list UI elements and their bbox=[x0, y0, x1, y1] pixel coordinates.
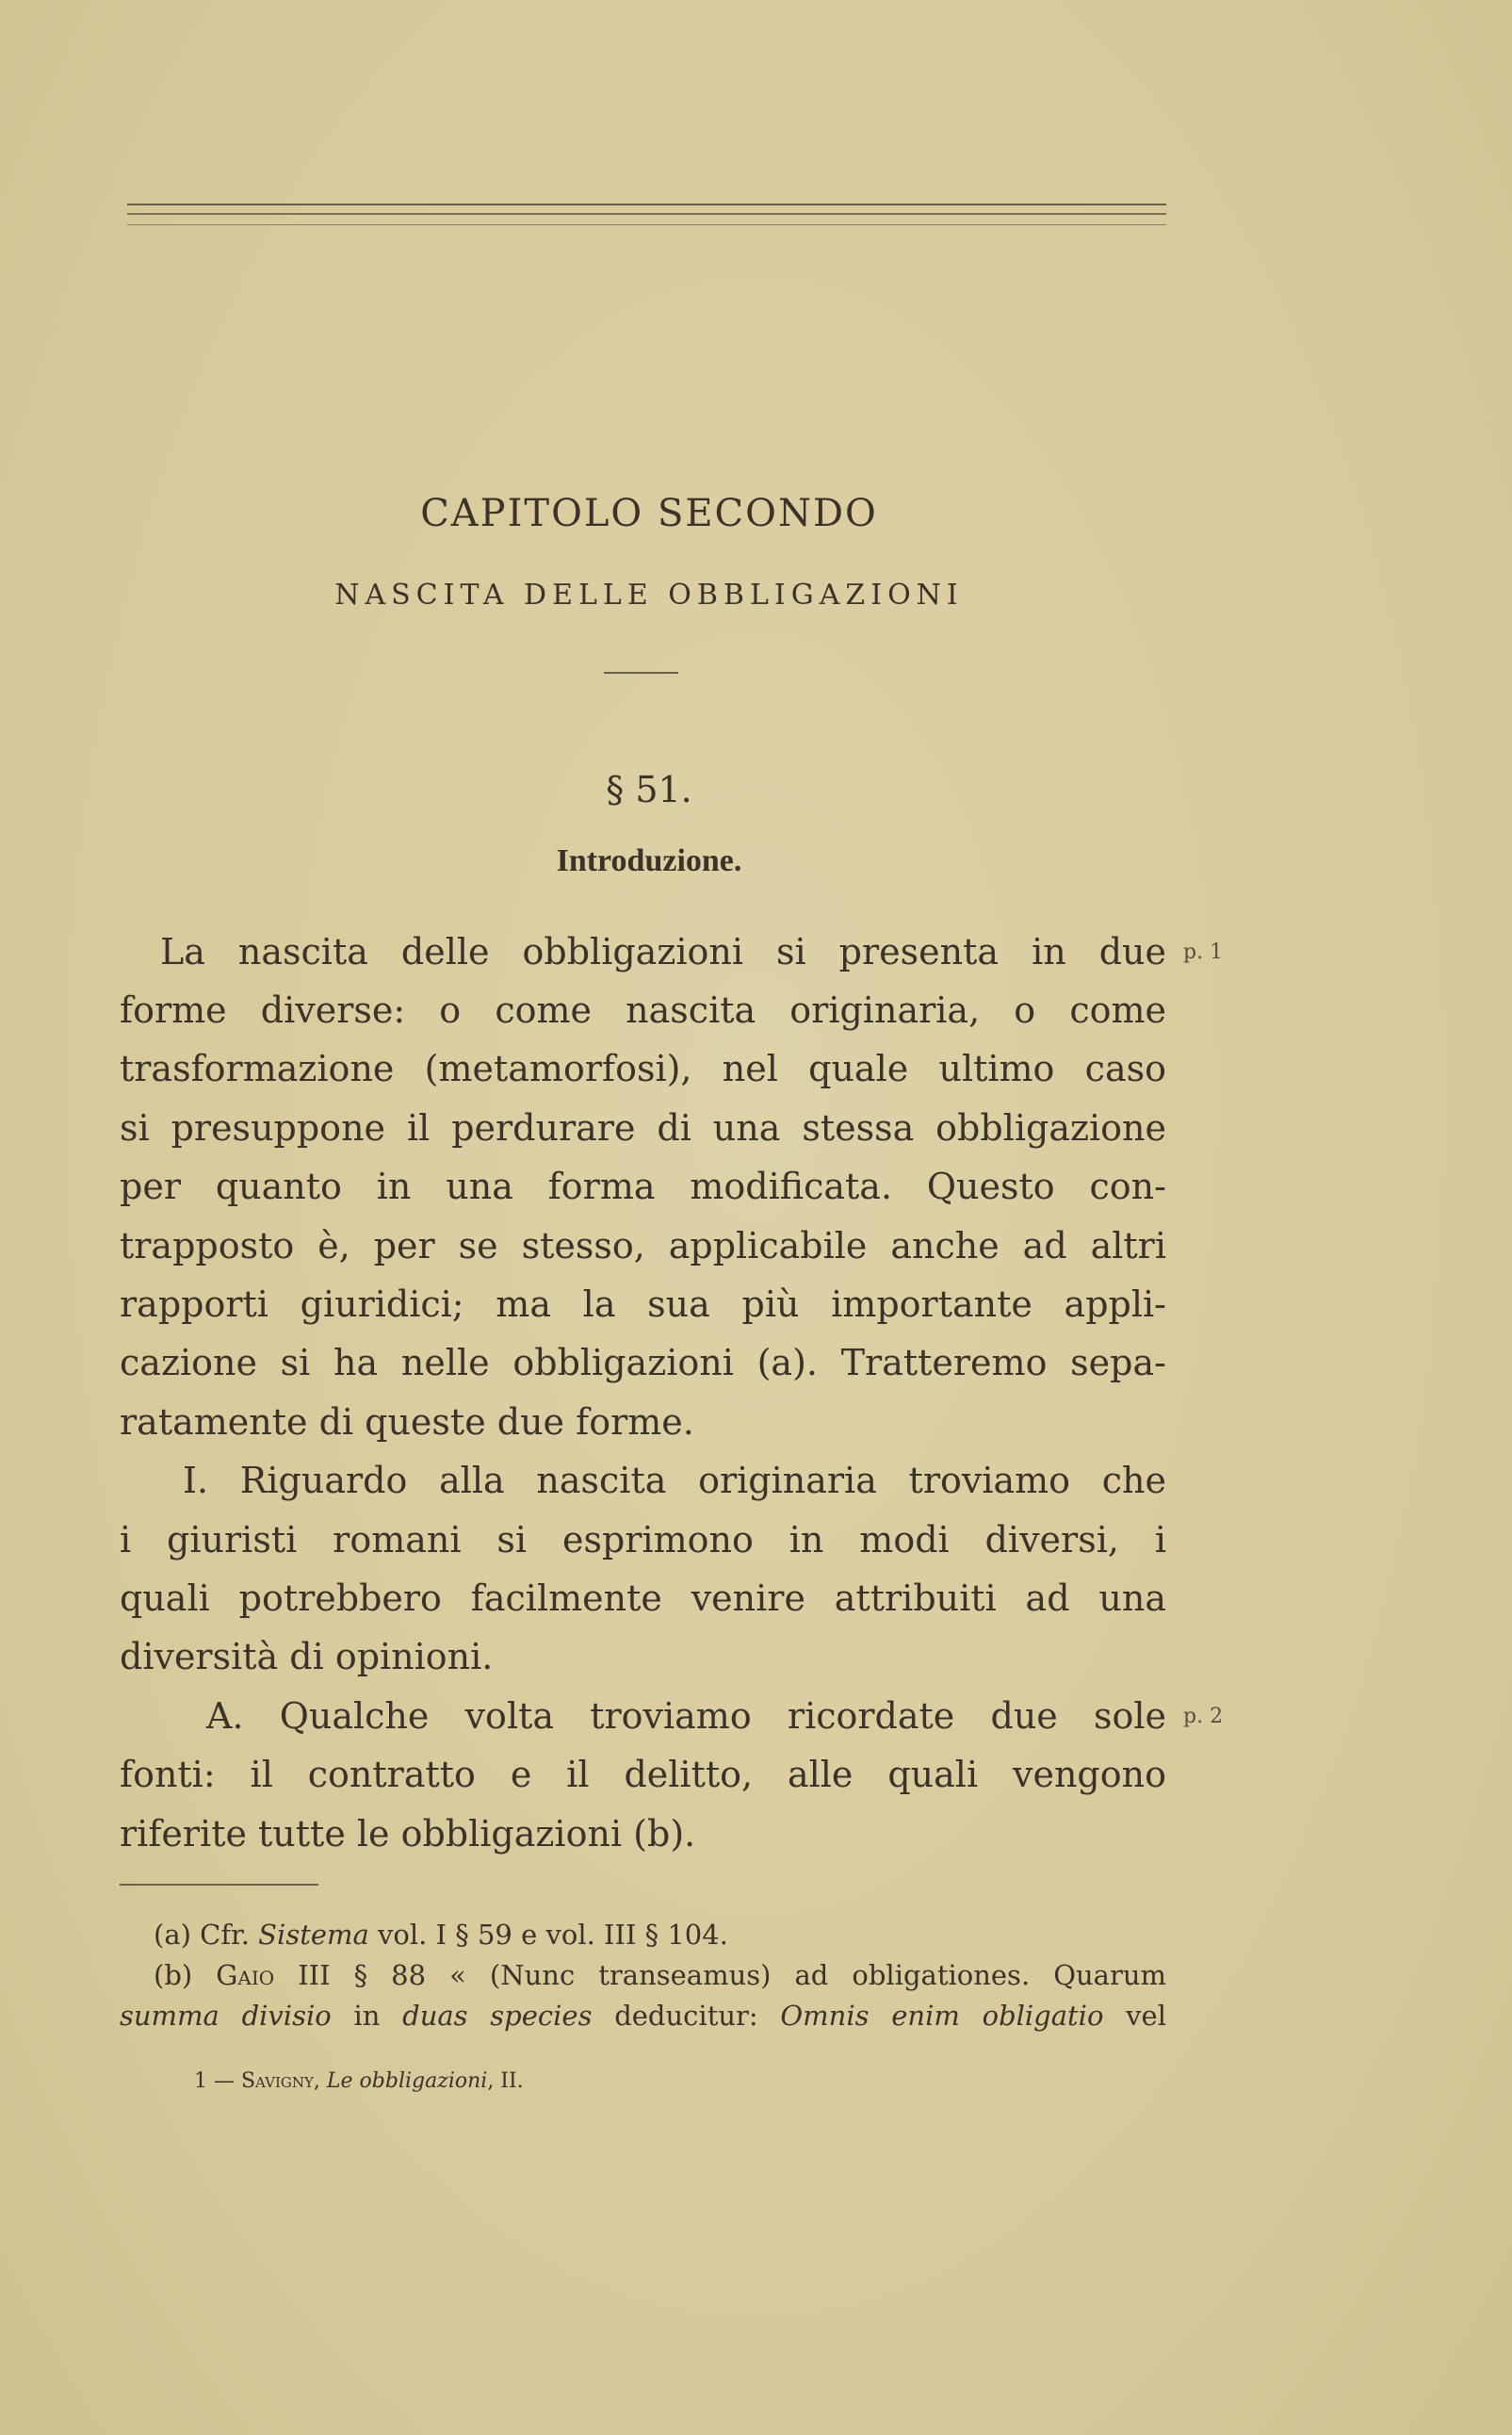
footnote-text: III § 88 « (Nunc transeamus) ad obligationes. Quarum bbox=[274, 1959, 1166, 1991]
top-rule bbox=[127, 224, 1166, 225]
divider bbox=[604, 672, 678, 674]
margin-note: p. 1 bbox=[1183, 940, 1224, 964]
footer-text: Le obbligazioni bbox=[326, 2069, 488, 2093]
footnote-text: deducitur: bbox=[592, 2000, 781, 2032]
footnote-text: (a) Cfr. bbox=[154, 1919, 259, 1951]
body-line: A. Qualche volta troviamo ricordate due sole bbox=[206, 1695, 1166, 1737]
footer-text: 1 — bbox=[194, 2069, 241, 2093]
section-number: § 51. bbox=[606, 769, 692, 810]
footnote-text: (b) bbox=[154, 1959, 217, 1991]
body-line: ratamente di queste due forme. bbox=[120, 1401, 694, 1443]
footnote-text: Omnis enim obligatio bbox=[780, 2000, 1104, 2032]
body-line: trasformazione (metamorfosi), nel quale ultimo caso bbox=[120, 1048, 1166, 1089]
page-footer bbox=[194, 2069, 524, 2093]
body-line: I. Riguardo alla nascita originaria troviamo che bbox=[183, 1460, 1166, 1501]
chapter-subtitle: NASCITA DELLE OBBLIGAZIONI bbox=[334, 579, 964, 612]
body-line: diversità di opinioni. bbox=[120, 1636, 494, 1677]
top-rule bbox=[127, 204, 1166, 205]
footnote-b-continued bbox=[120, 1999, 1166, 2033]
margin-note: p. 2 bbox=[1183, 1705, 1224, 1728]
footnote-text: duas species bbox=[402, 2000, 593, 2032]
body-line: quali potrebbero facilmente venire attribuiti ad una bbox=[120, 1577, 1166, 1619]
top-rule bbox=[127, 213, 1166, 215]
footnote-text: Sistema bbox=[258, 1919, 369, 1951]
footnote-a bbox=[154, 1918, 1200, 1952]
body-line: cazione si ha nelle obbligazioni (a). Tratteremo sepa- bbox=[120, 1342, 1166, 1383]
footnote-rule bbox=[120, 1884, 318, 1886]
footnote-text: vol. I § 59 e vol. III § 104. bbox=[368, 1919, 728, 1951]
body-line: La nascita delle obbligazioni si presenta in due bbox=[160, 931, 1166, 972]
body-line: fonti: il contratto e il delitto, alle quali vengono bbox=[120, 1754, 1166, 1795]
footnote-text: summa divisio bbox=[120, 2000, 332, 2032]
footnote-text: vel bbox=[1103, 2000, 1166, 2032]
footnote-text: in bbox=[331, 2000, 403, 2032]
body-line: per quanto in una forma modificata. Questo con- bbox=[120, 1166, 1166, 1207]
body-line: i giuristi romani si esprimono in modi diversi, i bbox=[120, 1519, 1166, 1561]
body-line: forme diverse: o come nascita originaria, o come bbox=[120, 989, 1166, 1031]
footnote-b bbox=[154, 1958, 1166, 1992]
section-title: Introduzione. bbox=[556, 843, 742, 878]
body-line: rapporti giuridici; ma la sua più importante appli- bbox=[120, 1283, 1166, 1325]
footer-text: Savigny bbox=[240, 2069, 314, 2093]
body-line: trapposto è, per se stesso, applicabile anche ad altri bbox=[120, 1225, 1166, 1267]
chapter-title: CAPITOLO SECONDO bbox=[420, 492, 878, 535]
footnote-text: Gaio bbox=[216, 1959, 275, 1991]
body-line: riferite tutte le obbligazioni (b). bbox=[120, 1813, 696, 1855]
footer-text: , II. bbox=[487, 2069, 524, 2093]
footer-text: , bbox=[313, 2069, 327, 2093]
body-line: si presuppone il perdurare di una stessa obbligazione bbox=[120, 1107, 1166, 1149]
